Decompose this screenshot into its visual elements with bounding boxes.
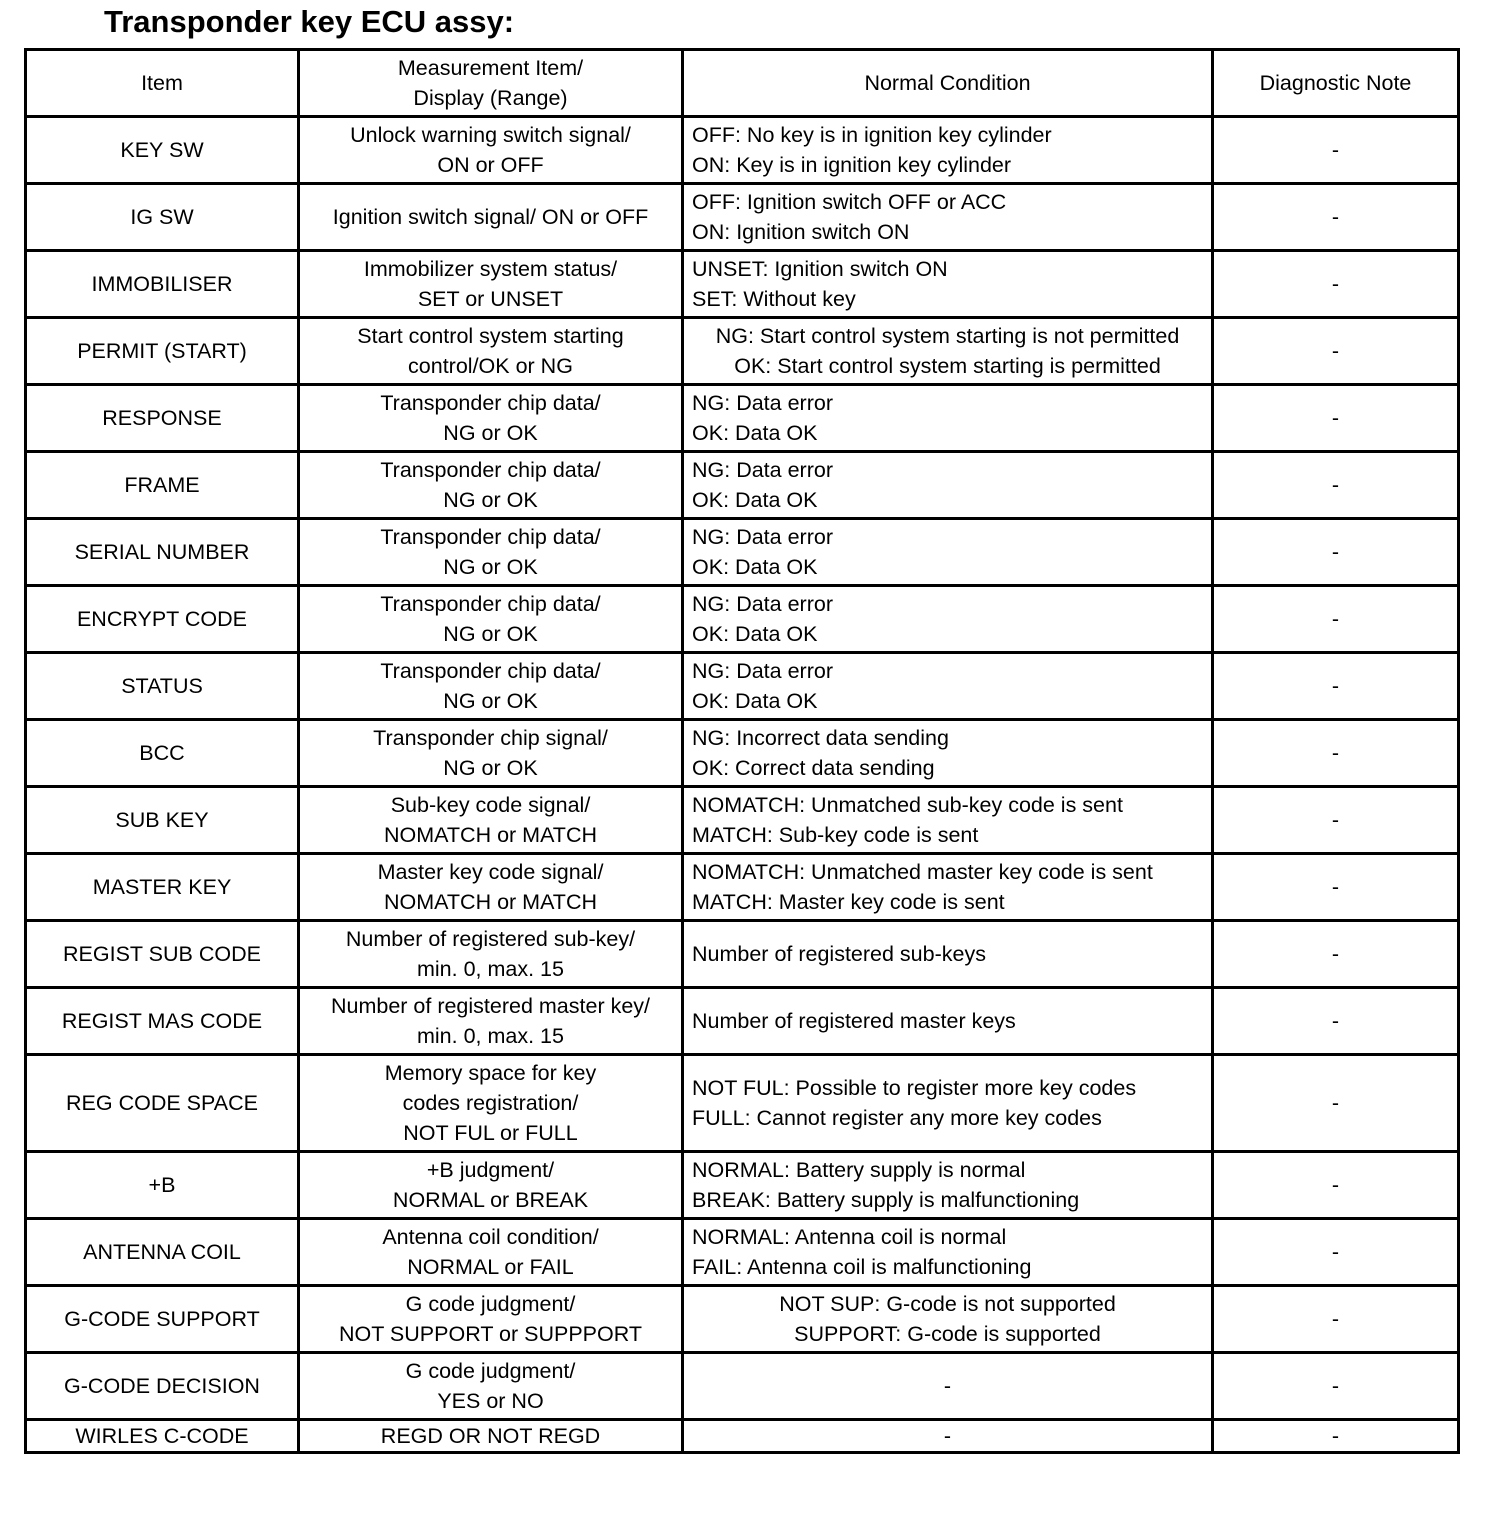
diagnostic-note-cell: - [1213,184,1459,251]
measurement-line: NOMATCH or MATCH [384,890,597,914]
measurement-line: control/OK or NG [408,354,573,378]
measurement-line: REGD OR NOT REGD [380,1424,601,1448]
header-item: Item [26,50,299,117]
measurement-line: Transponder chip data/ [380,592,601,616]
diagnostic-note-cell: - [1213,1420,1459,1453]
measurement-line: codes registration/ [402,1091,579,1115]
diagnostic-note-cell: - [1213,921,1459,988]
diagnostic-note-cell: - [1213,1055,1459,1152]
table-row [26,988,1459,1055]
page-title: Transponder key ECU assy: [104,4,515,39]
condition-line: NOT FUL: Possible to register more key codes [692,1076,1137,1100]
condition-line: OFF: Ignition switch OFF or ACC [692,190,1007,214]
diagnostic-note-cell: - [1213,251,1459,318]
measurement-cell [299,720,683,787]
normal-condition-cell [683,720,1213,787]
normal-condition-cell [683,988,1213,1055]
measurement-cell [299,787,683,854]
item-cell: +B [26,1152,299,1219]
condition-line: NG: Incorrect data sending [692,726,949,750]
condition-line: Number of registered master keys [692,1009,1016,1033]
table-row [26,1055,1459,1152]
measurement-line: Ignition switch signal/ ON or OFF [332,205,649,229]
table-row [26,452,1459,519]
measurement-cell [299,519,683,586]
normal-condition-cell [683,787,1213,854]
table-row [26,653,1459,720]
measurement-line: Number of registered master key/ [330,994,651,1018]
condition-line: NG: Data error [692,458,833,482]
table-row [26,117,1459,184]
measurement-line: Sub-key code signal/ [390,793,591,817]
condition-line: - [943,1424,952,1448]
measurement-line: SET or UNSET [417,287,564,311]
header-diagnostic-note: Diagnostic Note [1213,50,1459,117]
condition-line: MATCH: Sub-key code is sent [692,823,979,847]
measurement-line: G code judgment/ [405,1292,576,1316]
measurement-line: NG or OK [443,622,538,646]
measurement-line: ON or OFF [437,153,544,177]
condition-line: OK: Data OK [692,421,818,445]
diagnostic-note-cell: - [1213,117,1459,184]
table-row [26,787,1459,854]
condition-line: BREAK: Battery supply is malfunctioning [692,1188,1080,1212]
diagnostic-note-cell: - [1213,1219,1459,1286]
table-row [26,1353,1459,1420]
measurement-cell [299,1152,683,1219]
measurement-cell [299,1353,683,1420]
measurement-line: Transponder chip data/ [380,525,601,549]
normal-condition-cell [683,519,1213,586]
measurement-cell [299,1055,683,1152]
measurement-line: Immobilizer system status/ [363,257,618,281]
normal-condition-cell [683,251,1213,318]
measurement-cell [299,117,683,184]
item-cell: REG CODE SPACE [26,1055,299,1152]
table-row [26,1152,1459,1219]
measurement-line: G code judgment/ [405,1359,576,1383]
diagnostic-note-cell: - [1213,318,1459,385]
normal-condition-cell [683,1055,1213,1152]
measurement-line: Master key code signal/ [377,860,604,884]
table-row [26,921,1459,988]
measurement-line: NORMAL or FAIL [407,1255,574,1279]
condition-line: Number of registered sub-keys [692,942,986,966]
condition-line: OK: Data OK [692,488,818,512]
diagnostic-note-cell: - [1213,1286,1459,1353]
condition-line: ON: Key is in ignition key cylinder [692,153,1012,177]
diagnostic-note-cell: - [1213,519,1459,586]
measurement-cell [299,1420,683,1453]
table-row [26,184,1459,251]
item-cell: PERMIT (START) [26,318,299,385]
item-cell: REGIST MAS CODE [26,988,299,1055]
item-cell: RESPONSE [26,385,299,452]
condition-line: OFF: No key is in ignition key cylinder [692,123,1052,147]
table-row [26,586,1459,653]
condition-line: FAIL: Antenna coil is malfunctioning [692,1255,1032,1279]
header-measurement [299,50,683,117]
table-row [26,251,1459,318]
item-cell: ANTENNA COIL [26,1219,299,1286]
table-row [26,318,1459,385]
transponder-ecu-table [24,48,1460,1454]
diagnostic-note-cell: - [1213,854,1459,921]
normal-condition-cell [683,1286,1213,1353]
measurement-line: min. 0, max. 15 [417,1024,564,1048]
measurement-line: NORMAL or BREAK [392,1188,589,1212]
table-row [26,1420,1459,1453]
table-header-row [26,50,1459,117]
condition-line: NG: Data error [692,525,833,549]
measurement-line: Memory space for key [384,1061,597,1085]
diagnostic-note-cell: - [1213,988,1459,1055]
condition-line: OK: Data OK [692,555,818,579]
measurement-line: +B judgment/ [426,1158,555,1182]
condition-line: NG: Data error [692,659,833,683]
measurement-line: Number of registered sub-key/ [345,927,636,951]
diagnostic-note-cell: - [1213,720,1459,787]
item-cell: IG SW [26,184,299,251]
condition-line: NOMATCH: Unmatched sub-key code is sent [692,793,1123,817]
measurement-line: NG or OK [443,689,538,713]
measurement-line: Start control system starting [357,324,624,348]
measurement-cell [299,921,683,988]
item-cell: SERIAL NUMBER [26,519,299,586]
condition-line: SET: Without key [692,287,856,311]
diagnostic-note-cell: - [1213,452,1459,519]
table-row [26,1286,1459,1353]
item-cell: MASTER KEY [26,854,299,921]
item-cell: IMMOBILISER [26,251,299,318]
normal-condition-cell [683,184,1213,251]
condition-line: NORMAL: Antenna coil is normal [692,1225,1007,1249]
measurement-line: Transponder chip data/ [380,458,601,482]
table-row [26,854,1459,921]
condition-line: OK: Data OK [692,689,818,713]
measurement-cell [299,586,683,653]
condition-line: NG: Start control system starting is not permitted [715,324,1180,348]
condition-line: NG: Data error [692,391,833,415]
normal-condition-cell [683,385,1213,452]
measurement-cell [299,1219,683,1286]
header-normal-condition: Normal Condition [683,50,1213,117]
condition-line: UNSET: Ignition switch ON [692,257,948,281]
normal-condition-cell [683,1152,1213,1219]
item-cell: G-CODE DECISION [26,1353,299,1420]
normal-condition-cell [683,117,1213,184]
measurement-cell [299,318,683,385]
item-cell: BCC [26,720,299,787]
condition-line: FULL: Cannot register any more key codes [692,1106,1102,1130]
diagnostic-note-cell: - [1213,1152,1459,1219]
condition-line: NOT SUP: G-code is not supported [779,1292,1116,1316]
measurement-line: Transponder chip data/ [380,391,601,415]
table-row [26,1219,1459,1286]
item-cell: KEY SW [26,117,299,184]
measurement-line: min. 0, max. 15 [417,957,564,981]
measurement-line: NOT SUPPORT or SUPPPORT [338,1322,643,1346]
diagnostic-note-cell: - [1213,1353,1459,1420]
condition-line: ON: Ignition switch ON [692,220,910,244]
condition-line: NORMAL: Battery supply is normal [692,1158,1026,1182]
normal-condition-cell [683,452,1213,519]
measurement-line: NG or OK [443,421,538,445]
condition-line: NG: Data error [692,592,833,616]
measurement-cell [299,452,683,519]
header-measurement-line1: Measurement Item/ [397,56,584,80]
normal-condition-cell [683,921,1213,988]
measurement-line: NOT FUL or FULL [403,1121,578,1145]
measurement-line: NOMATCH or MATCH [384,823,597,847]
normal-condition-cell [683,1420,1213,1453]
measurement-cell [299,251,683,318]
table-row [26,385,1459,452]
diagnostic-note-cell: - [1213,586,1459,653]
measurement-cell [299,988,683,1055]
normal-condition-cell [683,1219,1213,1286]
condition-line: OK: Start control system starting is permitted [734,354,1161,378]
normal-condition-cell [683,653,1213,720]
measurement-line: NG or OK [443,488,538,512]
measurement-line: Unlock warning switch signal/ [350,123,631,147]
item-cell: WIRLES C-CODE [26,1420,299,1453]
measurement-cell [299,854,683,921]
measurement-line: YES or NO [437,1389,544,1413]
condition-line: SUPPORT: G-code is supported [794,1322,1101,1346]
diagnostic-note-cell: - [1213,653,1459,720]
normal-condition-cell [683,1353,1213,1420]
measurement-line: NG or OK [443,555,538,579]
normal-condition-cell [683,318,1213,385]
condition-line: NOMATCH: Unmatched master key code is sent [692,860,1153,884]
measurement-cell [299,1286,683,1353]
condition-line: OK: Correct data sending [692,756,935,780]
condition-line: - [943,1374,952,1398]
item-cell: ENCRYPT CODE [26,586,299,653]
normal-condition-cell [683,586,1213,653]
measurement-line: Transponder chip signal/ [373,726,608,750]
item-cell: STATUS [26,653,299,720]
measurement-cell [299,653,683,720]
condition-line: OK: Data OK [692,622,818,646]
measurement-cell [299,184,683,251]
header-measurement-line2: Display (Range) [413,86,568,110]
measurement-line: Transponder chip data/ [380,659,601,683]
item-cell: FRAME [26,452,299,519]
measurement-line: NG or OK [443,756,538,780]
measurement-cell [299,385,683,452]
condition-line: MATCH: Master key code is sent [692,890,1005,914]
item-cell: G-CODE SUPPORT [26,1286,299,1353]
table-row [26,720,1459,787]
normal-condition-cell [683,854,1213,921]
diagnostic-note-cell: - [1213,787,1459,854]
item-cell: REGIST SUB CODE [26,921,299,988]
item-cell: SUB KEY [26,787,299,854]
table-row [26,519,1459,586]
diagnostic-note-cell: - [1213,385,1459,452]
measurement-line: Antenna coil condition/ [382,1225,599,1249]
